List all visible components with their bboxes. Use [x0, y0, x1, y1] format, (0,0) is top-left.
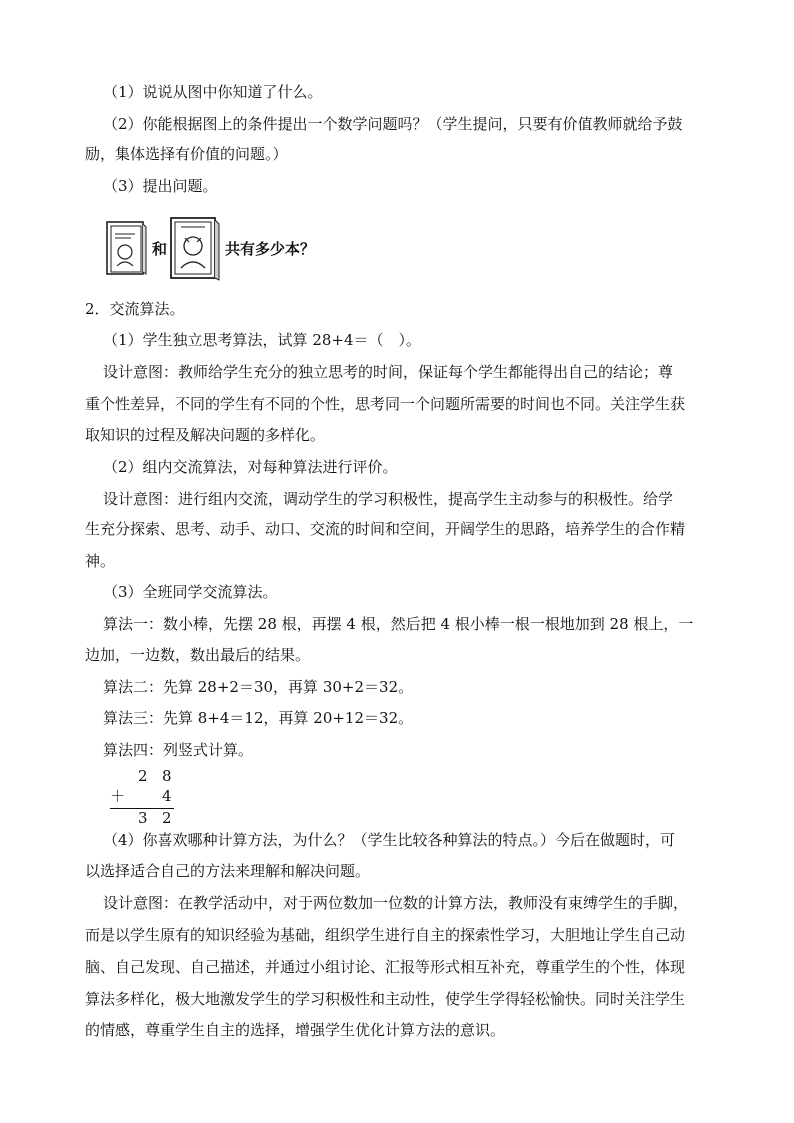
method-2: 算法二：先算 28+2＝30，再算 30+2＝32。 — [103, 678, 414, 696]
connector-text: 和 — [152, 240, 168, 258]
step-2: （2）组内交流算法，对每种算法进行评价。 — [103, 458, 398, 476]
intent-2-line-3: 神。 — [85, 552, 116, 570]
intent-3-line-4: 算法多样化，极大地激发学生的学习积极性和主动性，使学生学得轻松愉快。同时关注学生 — [85, 990, 686, 1008]
question-1: （1）说说从图中你知道了什么。 — [103, 83, 323, 101]
intent-3-line-3: 脑、自己发现、自己描述，并通过小组讨论、汇报等形式相互补充，尊重学生的个性，体现 — [85, 958, 686, 976]
intent-1-line-1: 设计意图：教师给学生充分的独立思考的时间，保证每个学生都能得出自己的结论；尊 — [103, 363, 674, 381]
addend-tens: 2 — [138, 767, 148, 785]
intent-2-line-2: 生充分探索、思考、动手、动口、交流的时间和空间，开阔学生的思路，培养学生的合作精 — [85, 520, 686, 538]
method-1-line-2: 边加，一边数，数出最后的结果。 — [85, 646, 311, 664]
method-4: 算法四：列竖式计算。 — [103, 741, 254, 759]
plus-sign: ＋ — [110, 787, 126, 805]
question-2-line-1: （2）你能根据图上的条件提出一个数学问题吗？（学生提问，只要有价值教师就给予鼓 — [103, 115, 683, 133]
intent-3-line-2: 而是以学生原有的知识经验为基础，组织学生进行自主的探索性学习，大胆地让学生自己动 — [85, 926, 686, 944]
second-addend: 4 — [162, 787, 172, 805]
big-book-icon — [169, 216, 221, 282]
method-1-line-1: 算法一：数小棒，先摆 28 根，再摆 4 根，然后把 4 根小棒一根一根地加到 28 根上，一 — [103, 615, 694, 633]
result-ones: 2 — [162, 809, 172, 827]
step-1: （1）学生独立思考算法，试算 28+4＝（ ）。 — [103, 331, 422, 349]
intent-1-line-3: 取知识的过程及解决问题的多样化。 — [85, 426, 326, 444]
result-tens: 3 — [138, 809, 148, 827]
intent-3-line-1: 设计意图：在教学活动中，对于两位数加一位数的计算方法，教师没有束缚学生的手脚， — [103, 894, 689, 912]
book-illustration — [105, 216, 345, 282]
addend-ones: 8 — [162, 767, 172, 785]
method-3: 算法三：先算 8+4＝12，再算 20+12＝32。 — [103, 709, 414, 727]
question-3: （3）提出问题。 — [103, 177, 218, 195]
section-2-heading: 2．交流算法。 — [85, 300, 185, 318]
step-4-line-1: （4）你喜欢哪种计算方法，为什么？（学生比较各种算法的特点。）今后在做题时，可 — [103, 831, 676, 849]
small-book-icon — [105, 220, 147, 278]
step-4-line-2: 以选择适合自己的方法来理解和解决问题。 — [85, 862, 371, 880]
intent-1-line-2: 重个性差异，不同的学生有不同的个性，思考同一个问题所需要的时间也不同。关注学生获 — [85, 395, 686, 413]
intent-2-line-1: 设计意图：进行组内交流，调动学生的学习积极性，提高学生主动参与的积极性。给学 — [103, 490, 674, 508]
question-2-line-2: 励，集体选择有价值的问题。） — [85, 145, 288, 163]
illustration-question: 共有多少本？ — [225, 240, 316, 258]
intent-3-line-5: 的情感，尊重学生自主的选择，增强学生优化计算方法的意识。 — [85, 1021, 506, 1039]
vertical-addition — [110, 766, 190, 828]
step-3: （3）全班同学交流算法。 — [103, 583, 278, 601]
